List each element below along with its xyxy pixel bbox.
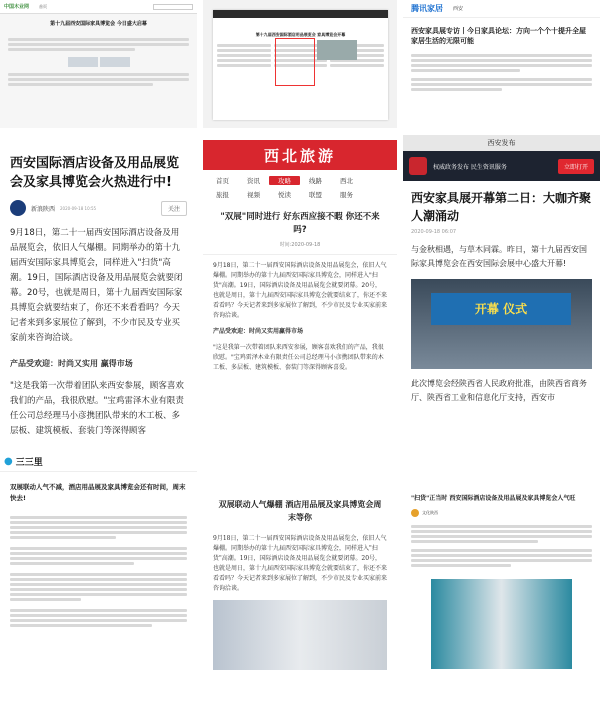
article-headline: 西安国际酒店设备及用品展览会及家具博览会火热进行中! (10, 156, 180, 190)
article-paragraph: 与金秋相遇，与草木同霖。昨日，第十九届西安国际家具博览会在西安国际会展中心盛大开幕! (411, 245, 587, 268)
thumbnail-image (100, 57, 130, 67)
exhibition-photo (213, 600, 387, 670)
opening-ceremony-photo (411, 279, 592, 369)
nav-item[interactable]: 线路 (309, 177, 322, 185)
newspaper-photo (317, 40, 357, 60)
article-paragraph: "这是我第一次带着团队来西安参展，顾客喜欢我们的产品，我很欣慰。"宝鸡雷泽木业有限责任公司总经理马小彦携团队带来的木工板、多层板、建筑模板、套装门等深得顾客 (10, 381, 184, 436)
author-row (403, 507, 600, 519)
nav-item[interactable]: 旅报 (216, 191, 229, 199)
site-banner (203, 140, 397, 170)
nav-home[interactable]: 首页 (39, 3, 48, 9)
city-label: 西安 (453, 6, 464, 12)
newspaper-page (213, 10, 388, 120)
article-paragraph: "这是我第一次带着团队来西安参展，顾客喜欢我们的产品，我很欣慰。"宝鸡雷泽木业有限责任公司总经理马小彦携团队带来的木工板、多层板、建筑模板、套装门等深得顾客喜爱。 (213, 344, 384, 371)
ceremony-sign: 开幕 仪式 (431, 293, 571, 325)
article-body-placeholder (403, 519, 600, 573)
article-paragraph: 9月18日，第二十一届西安国际酒店设备及用品展览会，依旧人气爆棚。同期举办的第十九届西安国际家具博览会，同样进入"扫货"高潮。19日，国际酒店设备及用品展览会就要闭幕。20号，也就是周日，第十九届西安国际家具博览会就要结束了，你还不来看看吗？今天记者来到多家展位了解到，不少市民及专业买家前来咨询洽谈。 (10, 228, 183, 343)
site-logo[interactable]: 腾讯家居 (411, 4, 443, 13)
article-paragraph: 9月18日，第二十一届西安国际酒店设备及用品展览会，依旧人气爆棚。同期举办的第十九届西安国际家具博览会，同样进入"扫货"高潮。19日，国际酒店设备及用品展览会就要闭幕。20号，也就是周日，第十九届西安国际家具博览会就要结束了，你还不来看看吗？今天记者来到多家展位了解到，不少市民及专业买家前来咨询洽谈。 (213, 535, 388, 592)
site-logo[interactable]: 中国木业网 (4, 4, 30, 10)
article-body-placeholder (0, 30, 197, 94)
site-nav (203, 170, 397, 201)
site-header (403, 0, 600, 18)
article-headline: 双展联动人气不减，酒店用品展及家具博览会还有时间，周末快去! (10, 483, 186, 502)
site-logo[interactable]: 三三里 (15, 458, 43, 468)
app-logo-icon (409, 157, 427, 175)
clipping-sansanli (0, 452, 197, 704)
app-description: 权威政务发布 民生资讯服务 (433, 163, 507, 171)
clipping-sina-shaanxi (0, 140, 197, 440)
article-paragraph: 9月18日，第二十一届西安国际酒店设备及用品展览会，依旧人气爆棚。同期举办的第十九届西安国际家具博览会，同样进入"扫货"高潮。19日，国际酒店设备及用品展览会就要闭幕。20号，也就是周日，第十九届西安国际家具博览会就要结束了，你还不来看看吗？今天记者来到多家展位了解到，不少市民及专业买家前来咨询洽谈。 (213, 262, 388, 319)
article-body-placeholder (403, 48, 600, 97)
site-header (0, 452, 197, 472)
author-name[interactable]: 文化陕西 (422, 510, 438, 515)
app-promo-bar (403, 151, 600, 181)
thumbnail-image (68, 57, 98, 67)
author-row (10, 200, 187, 216)
exhibition-photo (431, 579, 572, 669)
follow-button[interactable]: 关注 (161, 201, 187, 216)
location-pin-icon: ● (4, 456, 13, 467)
article-headline: 双展联动人气爆棚 酒店用品展及家具博览会周末等你 (218, 499, 382, 522)
app-title: 西安发布 (403, 135, 600, 151)
newspaper-masthead (213, 10, 388, 18)
avatar[interactable] (10, 200, 26, 216)
clipping-xibei-lvyou (203, 140, 397, 440)
nav-item[interactable]: 视频 (247, 191, 260, 199)
article-headline: "双展"同时进行 好东西应接不暇 你还不来吗? (220, 212, 380, 235)
publish-time: 时间:2020-09-18 (203, 241, 397, 255)
publish-time: 2020-09-18 06:07 (411, 229, 457, 235)
article-headline: 西安家具展专访丨今日家具论坛：方向一个个十提升全屋家居生活的无限可能 (411, 27, 586, 45)
article-headline: 西安家具展开幕第二日：大咖齐聚 人潮涌动 (411, 191, 592, 223)
nav-item[interactable]: 资讯 (247, 177, 260, 185)
nav-item-active[interactable]: 攻略 (269, 176, 300, 185)
publish-time: 2020-09-18 10:55 (60, 205, 97, 211)
article-subheading: 产品受欢迎：时尚又实用赢得市场 (213, 328, 304, 335)
clipping-newspaper (203, 0, 397, 128)
article-headline: "扫货"正当时 西安国际酒店设备及用品展及家具博览会人气旺 (411, 495, 576, 502)
clipping-xian-fabu (403, 135, 600, 445)
article-subheading: 产品受欢迎：时尚又实用 赢得市场 (10, 359, 133, 368)
nav-item[interactable]: 服务 (340, 191, 353, 199)
search-input[interactable] (153, 4, 193, 10)
clipping-zhongguo-muye (0, 0, 197, 128)
clipping-serif-news (203, 490, 397, 704)
site-header (0, 0, 197, 14)
site-logo[interactable]: 西北旅游 (263, 146, 336, 165)
nav-item[interactable]: 西北 (340, 177, 353, 185)
nav-item[interactable]: 首页 (216, 177, 229, 185)
author-name[interactable]: 新浪陕西 (31, 205, 56, 213)
nav-item[interactable]: 悦读 (278, 191, 291, 199)
newspaper-headline: 第十九届西安国际酒店用品展览会 家具博览会开幕 (255, 32, 346, 37)
highlight-box (275, 38, 315, 86)
open-app-button[interactable]: 立即打开 (558, 159, 594, 174)
avatar[interactable] (411, 509, 419, 517)
clipping-tencent-home (403, 0, 600, 128)
article-paragraph: 此次博览会经陕西省人民政府批准，由陕西省商务厅、陕西省工业和信息化厅支持，西安市 (411, 379, 587, 402)
article-body-placeholder (0, 508, 197, 635)
clipping-wenhua-shaanxi (403, 486, 600, 704)
article-headline: 第十九届西安国际家具博览会 今日盛大启幕 (50, 21, 147, 27)
nav-item[interactable]: 联盟 (309, 191, 322, 199)
